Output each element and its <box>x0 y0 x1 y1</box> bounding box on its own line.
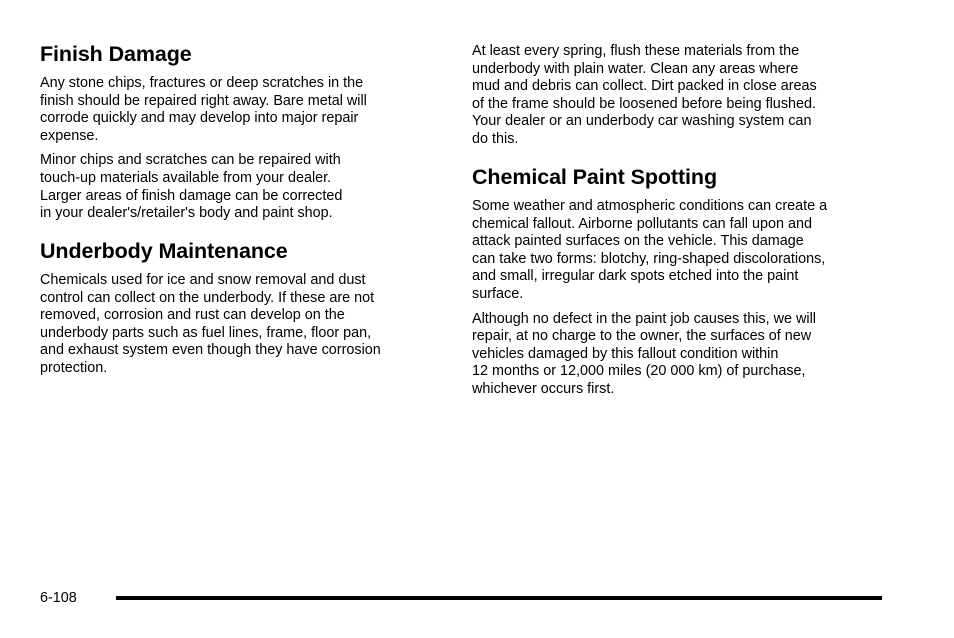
text-line: Some weather and atmospheric conditions can create a <box>472 198 828 214</box>
text-line: removed, corrosion and rust can develop on the <box>40 307 345 324</box>
text-line: underbody parts such as fuel lines, frame, floor pan, <box>40 324 372 341</box>
finish-damage-heading: Finish Damage <box>40 42 192 66</box>
text-line: Any stone chips, fractures or deep scratches in the <box>40 75 364 91</box>
chemical-paint-spotting-paragraph-1 <box>472 198 827 304</box>
text-line: in your dealer's/retailer's body and paint shop. <box>40 205 333 222</box>
text-line: vehicles damaged by this fallout condition within <box>472 345 779 362</box>
text-line: finish should be repaired right away. Bare metal will <box>40 92 367 109</box>
text-line: At least every spring, flush these materials from the <box>472 43 800 59</box>
underbody-maintenance-section <box>40 238 381 385</box>
text-line: repair, at no charge to the owner, the surfaces of new <box>472 328 812 345</box>
text-line: Minor chips and scratches can be repaired with <box>40 152 341 169</box>
text-line: and small, irregular dark spots etched into the paint <box>472 268 799 285</box>
underbody-maintenance-paragraph-1 <box>40 272 381 378</box>
text-line: control can collect on the underbody. If these are not <box>40 289 375 306</box>
finish-damage-paragraph-1 <box>40 75 367 145</box>
text-line: Your dealer or an underbody car washing system can <box>472 113 812 130</box>
text-line: whichever occurs first. <box>472 380 615 397</box>
text-line: chemical fallout. Airborne pollutants can fall upon and <box>472 215 812 232</box>
chemical-paint-spotting-paragraph-2 <box>472 311 827 399</box>
text-line: do this. <box>472 130 519 147</box>
text-line: of the frame should be loosened before being flushed. <box>472 95 817 112</box>
finish-damage-paragraph-2 <box>40 152 367 222</box>
text-line: 12 months or 12,000 miles (20 000 km) of purchase, <box>472 363 806 380</box>
finish-damage-section <box>40 41 367 230</box>
text-line: Chemicals used for ice and snow removal and dust <box>40 272 366 288</box>
underbody-continued-section <box>472 43 817 156</box>
underbody-continued-paragraph <box>472 43 817 149</box>
text-line: expense. <box>40 127 99 144</box>
text-line: Although no defect in the paint job causes this, we will <box>472 310 816 327</box>
chemical-paint-spotting-heading: Chemical Paint Spotting <box>472 165 717 189</box>
underbody-maintenance-heading: Underbody Maintenance <box>40 239 288 263</box>
text-line: and exhaust system even though they have corrosion <box>40 342 381 359</box>
text-line: underbody with plain water. Clean any areas where <box>472 60 799 77</box>
text-line: mud and debris can collect. Dirt packed in close areas <box>472 78 817 95</box>
chemical-paint-spotting-section <box>472 164 827 406</box>
text-line: surface. <box>472 285 524 302</box>
text-line: corrode quickly and may develop into major repair <box>40 110 359 127</box>
text-line: Larger areas of finish damage can be corrected <box>40 187 343 204</box>
text-line: touch-up materials available from your dealer. <box>40 169 332 186</box>
text-line: attack painted surfaces on the vehicle. This damage <box>472 233 804 250</box>
page-number: 6-108 <box>40 590 77 606</box>
text-line: can take two forms: blotchy, ring-shaped discolorations, <box>472 250 826 267</box>
text-line: protection. <box>40 359 108 376</box>
footer-rule <box>116 596 882 600</box>
